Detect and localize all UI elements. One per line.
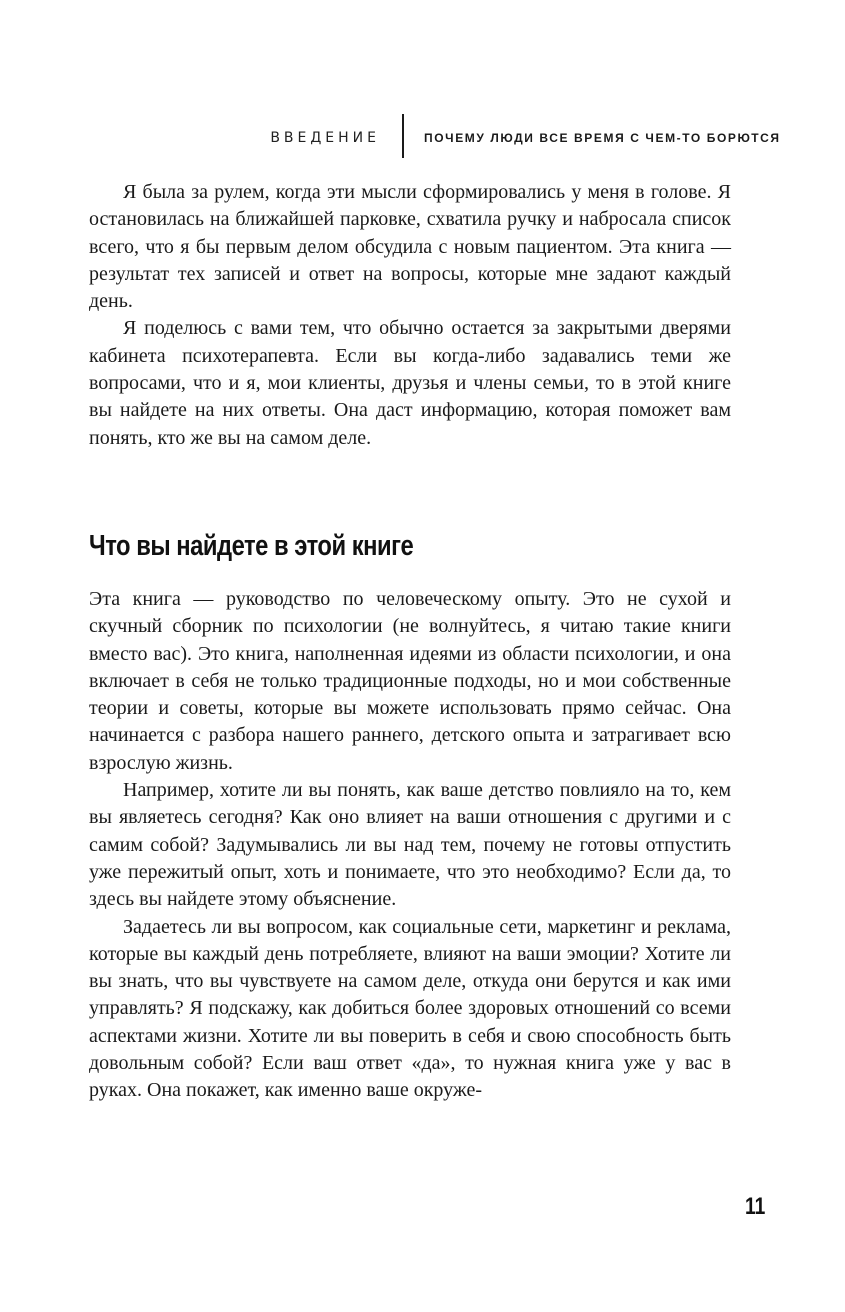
paragraph: Я была за рулем, когда эти мысли сформировались у меня в голове. Я остановилась на ближайшей парковке, схватила ручку и набросала список всего, что я бы первым делом обсудила с новым пациентом. Эта книга — результат тех записей и ответ на вопросы, которые мне задают каждый день.	[89, 181, 731, 313]
paragraph: Задаетесь ли вы вопросом, как социальные сети, маркетинг и реклама, которые вы каждый день потребляете, влияют на ваши эмоции? Хотите ли вы знать, что вы чувствуете на самом деле, откуда они берутся и как ими управлять? Я подскажу, как добиться более здоровых отношений со всеми аспектами жизни. Хотите ли вы поверить в себя и свою способность быть довольным собой? Если ваш ответ «да», то нужная книга уже у вас в руках. Она покажет, как именно ваше окруже-	[89, 915, 731, 1102]
intro-text	[89, 179, 731, 452]
section-heading: Что вы найдете в этой книге	[89, 530, 414, 562]
running-head-section: ВВЕДЕНИЕ	[270, 130, 380, 146]
running-head-divider	[402, 114, 404, 158]
paragraph: Например, хотите ли вы понять, как ваше детство повлияло на то, кем вы являетесь сегодня? Как оно влияет на ваши отношения с другими и с самим собой? Задумывались ли вы над тем, почему не готовы отпустить уже пережитый опыт, хоть и понимаете, что это необходимо? Если да, то здесь вы найдете этому объяснение.	[89, 779, 731, 911]
running-head-chapter-title: ПОЧЕМУ ЛЮДИ ВСЕ ВРЕМЯ С ЧЕМ-ТО БОРЮТСЯ	[424, 131, 781, 145]
section-text	[89, 586, 731, 1105]
running-head	[0, 114, 845, 160]
page-number: 11	[745, 1193, 766, 1220]
paragraph: Эта книга — руководство по человеческому опыту. Это не сухой и скучный сборник по психологии (не волнуйтесь, я читаю такие книги вместо вас). Это книга, наполненная идеями из области психологии, и она включает в себя не только традиционные подходы, но и мои собственные теории и советы, которые вы можете использовать прямо сейчас. Она начинается с разбора нашего раннего, детского опыта и затрагивает всю взрослую жизнь.	[89, 588, 731, 774]
paragraph: Я поделюсь с вами тем, что обычно остается за закрытыми дверями кабинета психотерапевта. Если вы когда-либо задавались теми же вопросами, что и я, мои клиенты, друзья и члены семьи, то в этой книге вы найдете на них ответы. Она даст информацию, которая поможет вам понять, кто же вы на самом деле.	[89, 317, 731, 449]
